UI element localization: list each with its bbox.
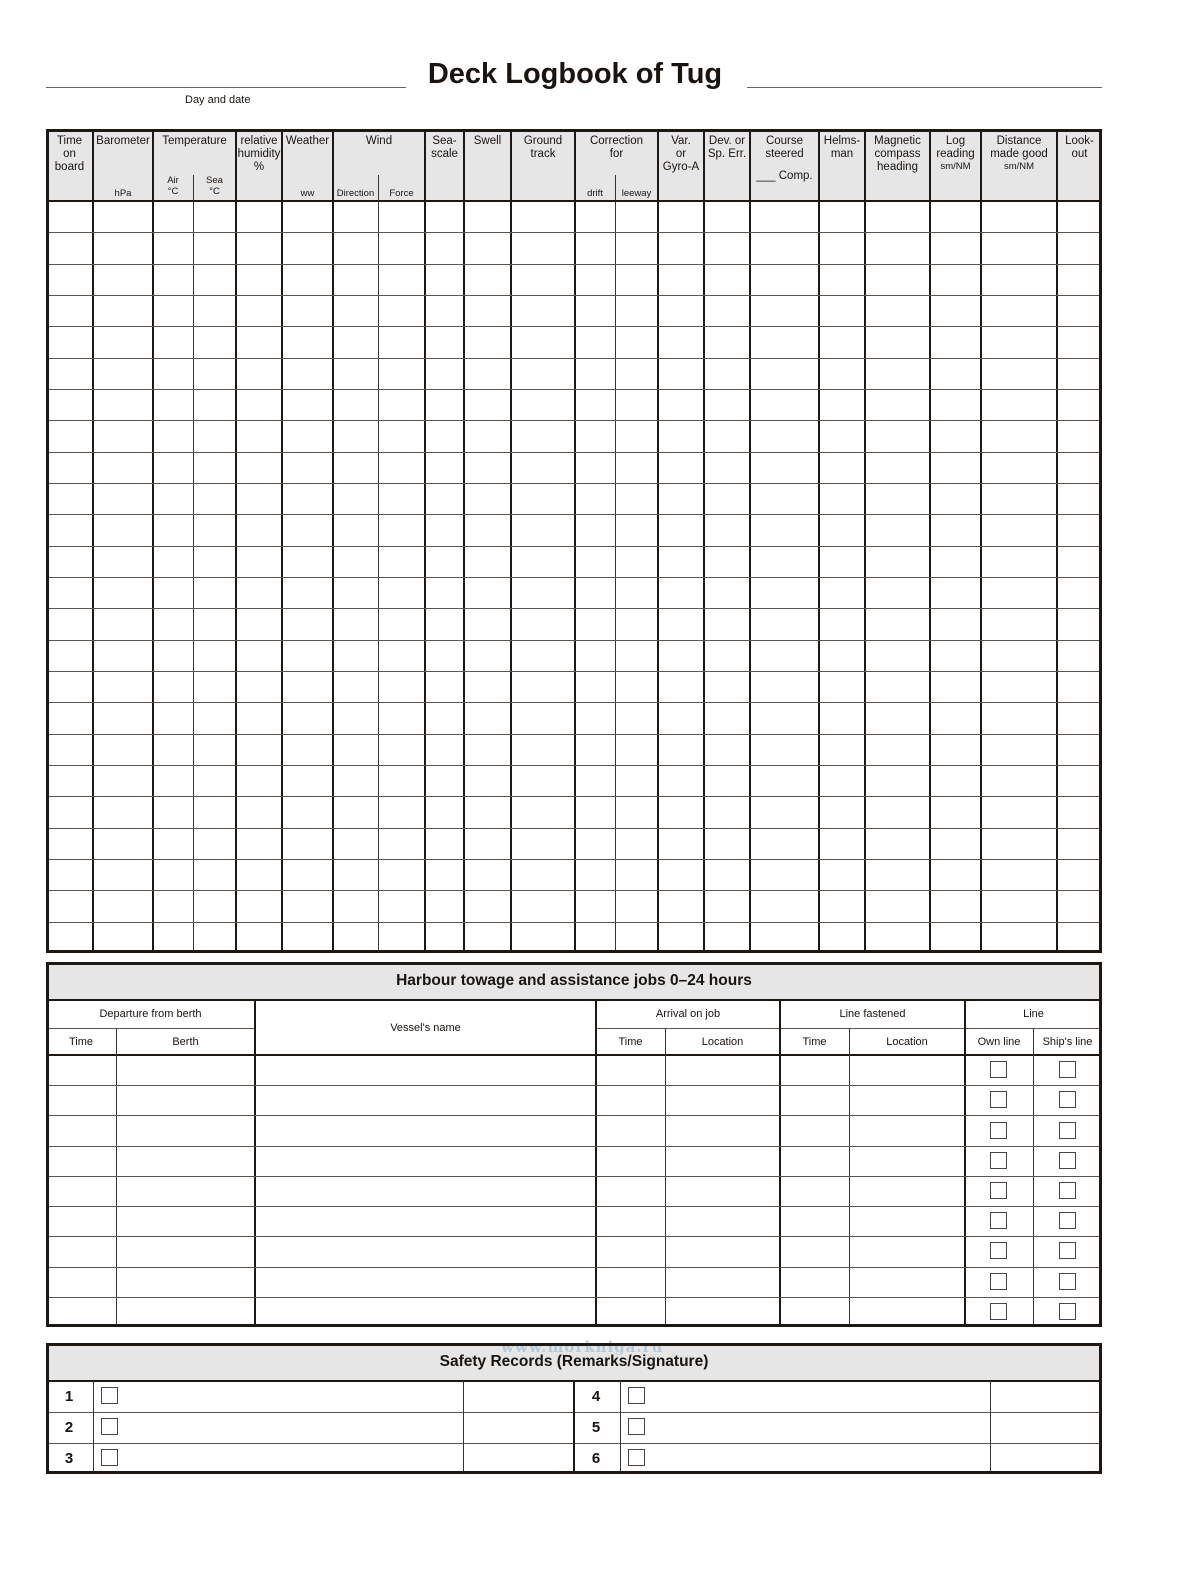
harbour-mid-rule <box>46 1028 255 1029</box>
deck-row[interactable] <box>46 547 1102 577</box>
deck-col-header-swell: Swell <box>473 135 502 147</box>
deck-col-header-course: Course steered <box>765 135 804 160</box>
deck-col-header-magnetic: Magnetic compass heading <box>874 135 921 173</box>
harbour-sub-fast-time: Time <box>802 1036 827 1048</box>
harbour-row-line <box>46 1297 1102 1298</box>
deck-log-table <box>46 129 1102 953</box>
deck-row[interactable] <box>46 766 1102 796</box>
deck-col-header-wind: Wind <box>365 135 393 147</box>
watermark: www.morkniga.ru <box>501 1338 664 1356</box>
deck-col-header-time: Time on board <box>54 135 85 173</box>
safety-item-number: 5 <box>591 1419 601 1436</box>
deck-row[interactable] <box>46 891 1102 921</box>
ships-line-checkbox[interactable] <box>1059 1273 1076 1290</box>
harbour-row-line <box>46 1267 1102 1268</box>
deck-col-header-correction: Correction for <box>589 135 644 160</box>
deck-col-sub-temperature-1: Air °C <box>167 175 179 197</box>
harbour-sub-arr-location: Location <box>701 1036 744 1048</box>
safety-signature-field[interactable] <box>465 1413 571 1442</box>
harbour-towage-table <box>46 962 1102 1327</box>
safety-signature-field[interactable] <box>465 1382 571 1411</box>
day-date-label: Day and date <box>185 94 251 106</box>
ships-line-checkbox[interactable] <box>1059 1122 1076 1139</box>
deck-col-header-lookout: Look- out <box>1065 135 1094 160</box>
own-line-checkbox[interactable] <box>990 1182 1007 1199</box>
deck-row[interactable] <box>46 233 1102 263</box>
deck-row[interactable] <box>46 359 1102 389</box>
own-line-checkbox[interactable] <box>990 1152 1007 1169</box>
title-right-line <box>747 87 1102 88</box>
deck-col-header-var: Var. or Gyro-A <box>662 135 700 173</box>
safety-sig-divider <box>463 1381 464 1474</box>
deck-row[interactable] <box>46 641 1102 671</box>
harbour-title-rule <box>46 999 1102 1001</box>
safety-item-checkbox[interactable] <box>628 1449 645 1466</box>
deck-row[interactable] <box>46 672 1102 702</box>
deck-row[interactable] <box>46 202 1102 232</box>
own-line-checkbox[interactable] <box>990 1303 1007 1320</box>
safety-item-checkbox[interactable] <box>101 1387 118 1404</box>
harbour-row-line <box>46 1206 1102 1207</box>
harbour-row-line <box>46 1146 1102 1147</box>
deck-row[interactable] <box>46 484 1102 514</box>
deck-col-sub-temperature-2: Sea °C <box>206 175 223 197</box>
own-line-checkbox[interactable] <box>990 1273 1007 1290</box>
harbour-row-line <box>46 1085 1102 1086</box>
deck-col-sub-course: ___ Comp. <box>756 170 813 182</box>
deck-col-sub-barometer: hPa <box>114 188 132 199</box>
deck-col-header-helmsman: Helms- man <box>823 135 861 160</box>
safety-item-checkbox[interactable] <box>101 1449 118 1466</box>
deck-col-sub-wind-2: Force <box>389 188 414 199</box>
deck-col-header-seascale: Sea- scale <box>431 135 458 160</box>
own-line-checkbox[interactable] <box>990 1091 1007 1108</box>
safety-sig-divider <box>990 1381 991 1474</box>
deck-row[interactable] <box>46 923 1102 953</box>
safety-records-table <box>46 1338 1102 1474</box>
deck-col-header-weather: Weather <box>285 135 330 147</box>
safety-item-number: 1 <box>64 1388 74 1405</box>
harbour-sub-own-line: Own line <box>977 1036 1021 1048</box>
harbour-sub-ships-line: Ship's line <box>1042 1036 1093 1048</box>
deck-row[interactable] <box>46 609 1102 639</box>
deck-row[interactable] <box>46 515 1102 545</box>
ships-line-checkbox[interactable] <box>1059 1091 1076 1108</box>
harbour-subdivider <box>116 1028 117 1327</box>
deck-col-header-groundtrack: Ground track <box>523 135 563 160</box>
own-line-checkbox[interactable] <box>990 1122 1007 1139</box>
deck-col-sub-log: sm/NM <box>940 161 971 172</box>
deck-row[interactable] <box>46 390 1102 420</box>
deck-col-sub-correction-2: leeway <box>621 188 652 199</box>
deck-row[interactable] <box>46 453 1102 483</box>
safety-item-number: 4 <box>591 1388 601 1405</box>
harbour-col-divider <box>779 1000 781 1327</box>
safety-signature-field[interactable] <box>992 1413 1100 1442</box>
ships-line-checkbox[interactable] <box>1059 1242 1076 1259</box>
deck-col-header-log: Log reading <box>936 135 975 160</box>
deck-row[interactable] <box>46 327 1102 357</box>
ships-line-checkbox[interactable] <box>1059 1152 1076 1169</box>
harbour-header-rule <box>46 1054 1102 1056</box>
safety-remarks-field[interactable] <box>650 1444 988 1473</box>
ships-line-checkbox[interactable] <box>1059 1303 1076 1320</box>
harbour-group-vessel: Vessel's name <box>390 1022 461 1034</box>
safety-signature-field[interactable] <box>992 1444 1100 1473</box>
deck-row[interactable] <box>46 265 1102 295</box>
deck-row[interactable] <box>46 578 1102 608</box>
deck-row[interactable] <box>46 421 1102 451</box>
safety-num-divider <box>620 1381 621 1474</box>
harbour-col-divider <box>964 1000 966 1327</box>
harbour-sub-fast-location: Location <box>886 1036 928 1048</box>
harbour-subdivider <box>1033 1028 1034 1327</box>
safety-remarks-field[interactable] <box>123 1444 461 1473</box>
harbour-subdivider <box>665 1028 666 1327</box>
harbour-group-line: Line <box>1023 1008 1044 1020</box>
page-title: Deck Logbook of Tug <box>427 58 723 90</box>
deck-col-sub-weather: ww <box>300 188 315 199</box>
deck-col-sub-distance: sm/NM <box>1003 161 1035 172</box>
deck-col-header-temperature: Temperature <box>162 135 227 147</box>
harbour-col-divider <box>595 1000 597 1327</box>
ships-line-checkbox[interactable] <box>1059 1061 1076 1078</box>
safety-remarks-field[interactable] <box>650 1382 988 1411</box>
safety-num-divider <box>93 1381 94 1474</box>
harbour-sub-arr-time: Time <box>618 1036 643 1048</box>
deck-col-header-humidity: relative humidity % <box>237 135 281 173</box>
harbour-sub-dep-berth: Berth <box>172 1036 199 1048</box>
deck-row[interactable] <box>46 703 1102 733</box>
harbour-row-line <box>46 1236 1102 1237</box>
harbour-col-divider <box>254 1000 256 1327</box>
safety-remarks-field[interactable] <box>123 1413 461 1442</box>
own-line-checkbox[interactable] <box>990 1242 1007 1259</box>
own-line-checkbox[interactable] <box>990 1212 1007 1229</box>
harbour-title: Harbour towage and assistance jobs 0–24 hours <box>396 972 752 989</box>
safety-item-number: 2 <box>64 1419 74 1436</box>
safety-title: Safety Records (Remarks/Signature) <box>439 1353 709 1370</box>
harbour-row-line <box>46 1115 1102 1116</box>
harbour-group-arrival: Arrival on job <box>655 1008 721 1020</box>
safety-item-checkbox[interactable] <box>628 1418 645 1435</box>
safety-remarks-field[interactable] <box>650 1413 988 1442</box>
ships-line-checkbox[interactable] <box>1059 1182 1076 1199</box>
safety-item-checkbox[interactable] <box>628 1387 645 1404</box>
deck-col-header-distance: Distance made good <box>990 135 1048 160</box>
safety-item-checkbox[interactable] <box>101 1418 118 1435</box>
safety-signature-field[interactable] <box>992 1382 1100 1411</box>
deck-row[interactable] <box>46 797 1102 827</box>
deck-row[interactable] <box>46 735 1102 765</box>
harbour-subdivider <box>849 1028 850 1327</box>
harbour-group-departure: Departure from berth <box>99 1008 202 1020</box>
harbour-row-line <box>46 1176 1102 1177</box>
deck-row[interactable] <box>46 860 1102 890</box>
deck-col-sub-wind-1: Direction <box>336 188 375 199</box>
deck-row[interactable] <box>46 829 1102 859</box>
safety-remarks-field[interactable] <box>123 1382 461 1411</box>
deck-col-header-dev: Dev. or Sp. Err. <box>707 135 747 160</box>
deck-col-sub-correction-1: drift <box>587 188 603 199</box>
harbour-group-fastened: Line fastened <box>839 1008 906 1020</box>
safety-signature-field[interactable] <box>465 1444 571 1473</box>
deck-col-header-barometer: Barometer <box>96 135 150 147</box>
safety-item-number: 6 <box>591 1450 601 1467</box>
own-line-checkbox[interactable] <box>990 1061 1007 1078</box>
harbour-sub-dep-time: Time <box>68 1036 94 1048</box>
ships-line-checkbox[interactable] <box>1059 1212 1076 1229</box>
safety-item-number: 3 <box>64 1450 74 1467</box>
deck-row[interactable] <box>46 296 1102 326</box>
